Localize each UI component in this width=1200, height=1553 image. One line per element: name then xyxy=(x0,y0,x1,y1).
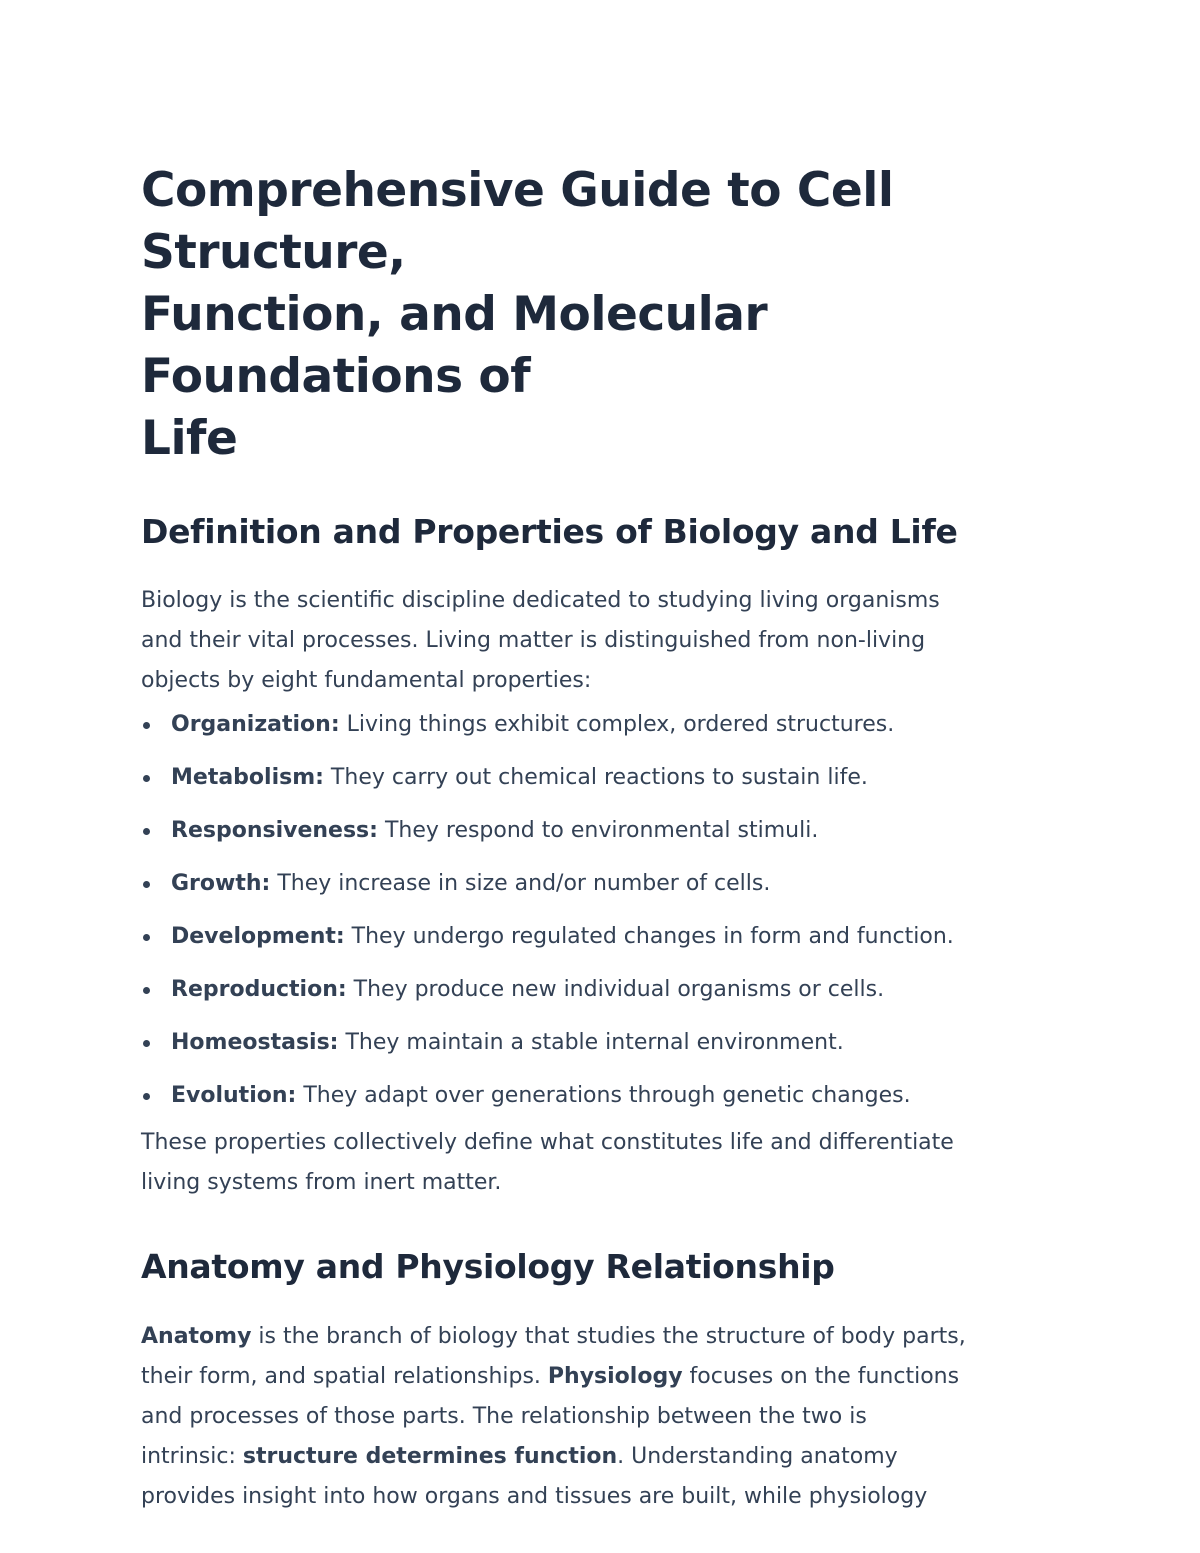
bullet-icon xyxy=(143,934,150,941)
document-page xyxy=(141,160,1071,1517)
bullet-icon xyxy=(143,987,150,994)
property-text: They maintain a stable internal environment. xyxy=(338,1030,844,1055)
property-text: They increase in size and/or number of cells. xyxy=(270,871,771,896)
key-phrase: structure determines function xyxy=(242,1444,618,1469)
property-term: Development: xyxy=(171,924,345,949)
bullet-icon xyxy=(143,881,150,888)
bullet-icon xyxy=(143,775,150,782)
title-line: Comprehensive Guide to Cell Structure, xyxy=(141,163,894,280)
title-line: Life xyxy=(141,411,238,466)
bullet-icon xyxy=(143,828,150,835)
property-text: Living things exhibit complex, ordered structures. xyxy=(339,712,895,737)
property-term: Reproduction: xyxy=(171,977,347,1002)
property-term: Responsiveness: xyxy=(171,818,378,843)
list-item xyxy=(141,758,1071,798)
term-anatomy: Anatomy xyxy=(141,1324,252,1349)
list-item xyxy=(141,811,1071,851)
term-physiology: Physiology xyxy=(547,1364,683,1389)
section-heading-anatomy: Anatomy and Physiology Relationship xyxy=(141,1247,835,1286)
property-text: They undergo regulated changes in form and function. xyxy=(344,924,954,949)
properties-list xyxy=(141,705,1071,1116)
property-term: Evolution: xyxy=(171,1083,297,1108)
outro-paragraph: These properties collectively define what constitutes life and differentiate living systems from inert matter. xyxy=(141,1130,954,1195)
bullet-icon xyxy=(143,722,150,729)
list-item xyxy=(141,970,1071,1010)
intro-paragraph: Biology is the scientific discipline dedicated to studying living organisms and their vital processes. Living matter is distinguished from non-living objects by eight fundamental properties: xyxy=(141,588,940,693)
list-item xyxy=(141,705,1071,745)
title-line: Function, and Molecular Foundations of xyxy=(141,287,768,404)
bullet-icon xyxy=(143,1040,150,1047)
list-item xyxy=(141,917,1071,957)
bullet-icon xyxy=(143,1093,150,1100)
property-text: They adapt over generations through genetic changes. xyxy=(296,1083,911,1108)
page-title xyxy=(141,160,1071,470)
property-term: Organization: xyxy=(171,712,340,737)
property-text: They respond to environmental stimuli. xyxy=(377,818,819,843)
property-text: They produce new individual organisms or cells. xyxy=(346,977,885,1002)
list-item xyxy=(141,1023,1071,1063)
property-text: They carry out chemical reactions to sustain life. xyxy=(323,765,868,790)
property-term: Homeostasis: xyxy=(171,1030,339,1055)
anatomy-paragraph: Anatomy is the branch of biology that studies the structure of body parts, their form, and spatial relationships. Physiology focuses on the functions and processes of those parts. The relationship between the two is intrinsic: structure determines function. Understanding anatomy provides insight into how organs and tissues are built, while physiology xyxy=(141,1324,966,1509)
section-heading-definition: Definition and Properties of Biology and Life xyxy=(141,512,958,551)
property-term: Growth: xyxy=(171,871,271,896)
list-item xyxy=(141,1076,1071,1116)
property-term: Metabolism: xyxy=(171,765,324,790)
list-item xyxy=(141,864,1071,904)
